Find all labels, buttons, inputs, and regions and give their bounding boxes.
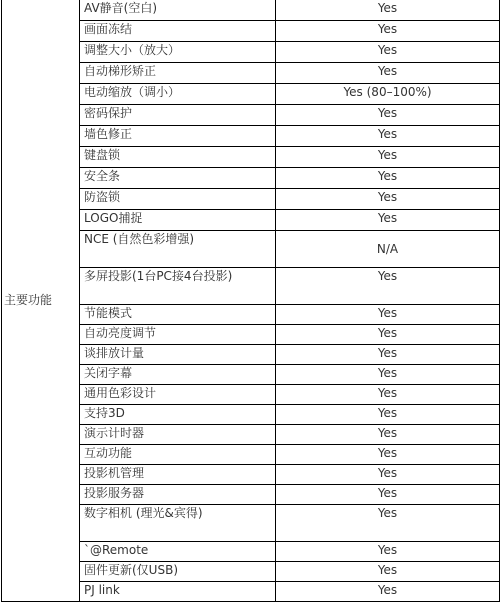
value-cell: Yes bbox=[276, 505, 500, 542]
feature-cell: 密码保护 bbox=[80, 105, 276, 126]
feature-cell: 谈排放计量 bbox=[80, 345, 276, 365]
feature-cell: 调整大小（放大） bbox=[80, 42, 276, 63]
value-cell: Yes bbox=[276, 405, 500, 425]
feature-cell: 多屏投影(1台PC接4台投影) bbox=[80, 268, 276, 305]
value-cell: Yes bbox=[276, 385, 500, 405]
feature-cell: 安全条 bbox=[80, 168, 276, 189]
value-cell: Yes bbox=[276, 305, 500, 325]
value-cell: Yes bbox=[276, 189, 500, 210]
feature-cell: 防盗锁 bbox=[80, 189, 276, 210]
value-cell: N/A bbox=[276, 231, 500, 268]
feature-cell: 画面冻结 bbox=[80, 21, 276, 42]
value-cell: Yes bbox=[276, 268, 500, 305]
feature-cell: 通用色彩设计 bbox=[80, 385, 276, 405]
group-label: 主要功能 bbox=[2, 0, 80, 602]
value-cell: Yes bbox=[276, 126, 500, 147]
value-cell: Yes bbox=[276, 210, 500, 231]
feature-cell: 固件更新(仅USB) bbox=[80, 562, 276, 582]
feature-cell: `@Remote bbox=[80, 542, 276, 562]
value-cell: Yes bbox=[276, 168, 500, 189]
feature-cell: 电动缩放（调小） bbox=[80, 84, 276, 105]
value-cell: Yes bbox=[276, 365, 500, 385]
value-cell: Yes bbox=[276, 582, 500, 602]
value-cell: Yes bbox=[276, 21, 500, 42]
spec-table bbox=[1, 0, 500, 602]
feature-cell: 数字相机 (理光&宾得) bbox=[80, 505, 276, 542]
table-row bbox=[2, 0, 500, 21]
feature-cell: 支持3D bbox=[80, 405, 276, 425]
value-cell: Yes bbox=[276, 105, 500, 126]
feature-cell: 节能模式 bbox=[80, 305, 276, 325]
value-cell: Yes bbox=[276, 465, 500, 485]
feature-cell: 键盘锁 bbox=[80, 147, 276, 168]
value-cell: Yes bbox=[276, 542, 500, 562]
feature-cell: 关闭字幕 bbox=[80, 365, 276, 385]
value-cell: Yes bbox=[276, 562, 500, 582]
value-cell: Yes bbox=[276, 147, 500, 168]
value-cell: Yes bbox=[276, 345, 500, 365]
value-cell: Yes bbox=[276, 485, 500, 505]
feature-cell: NCE (自然色彩增强) bbox=[80, 231, 276, 268]
feature-cell: 互动功能 bbox=[80, 445, 276, 465]
feature-cell: LOGO捕捉 bbox=[80, 210, 276, 231]
value-cell: Yes bbox=[276, 63, 500, 84]
feature-cell: 演示计时器 bbox=[80, 425, 276, 445]
value-cell: Yes bbox=[276, 425, 500, 445]
value-cell: Yes (80–100%) bbox=[276, 84, 500, 105]
value-cell: Yes bbox=[276, 42, 500, 63]
value-cell: Yes bbox=[276, 0, 500, 21]
value-cell: Yes bbox=[276, 325, 500, 345]
feature-cell: 投影服务器 bbox=[80, 485, 276, 505]
feature-cell: 投影机管理 bbox=[80, 465, 276, 485]
feature-cell: AV静音(空白) bbox=[80, 0, 276, 21]
feature-cell: 自动梯形矫正 bbox=[80, 63, 276, 84]
feature-cell: 墙色修正 bbox=[80, 126, 276, 147]
feature-cell: PJ link bbox=[80, 582, 276, 602]
feature-cell: 自动亮度调节 bbox=[80, 325, 276, 345]
value-cell: Yes bbox=[276, 445, 500, 465]
